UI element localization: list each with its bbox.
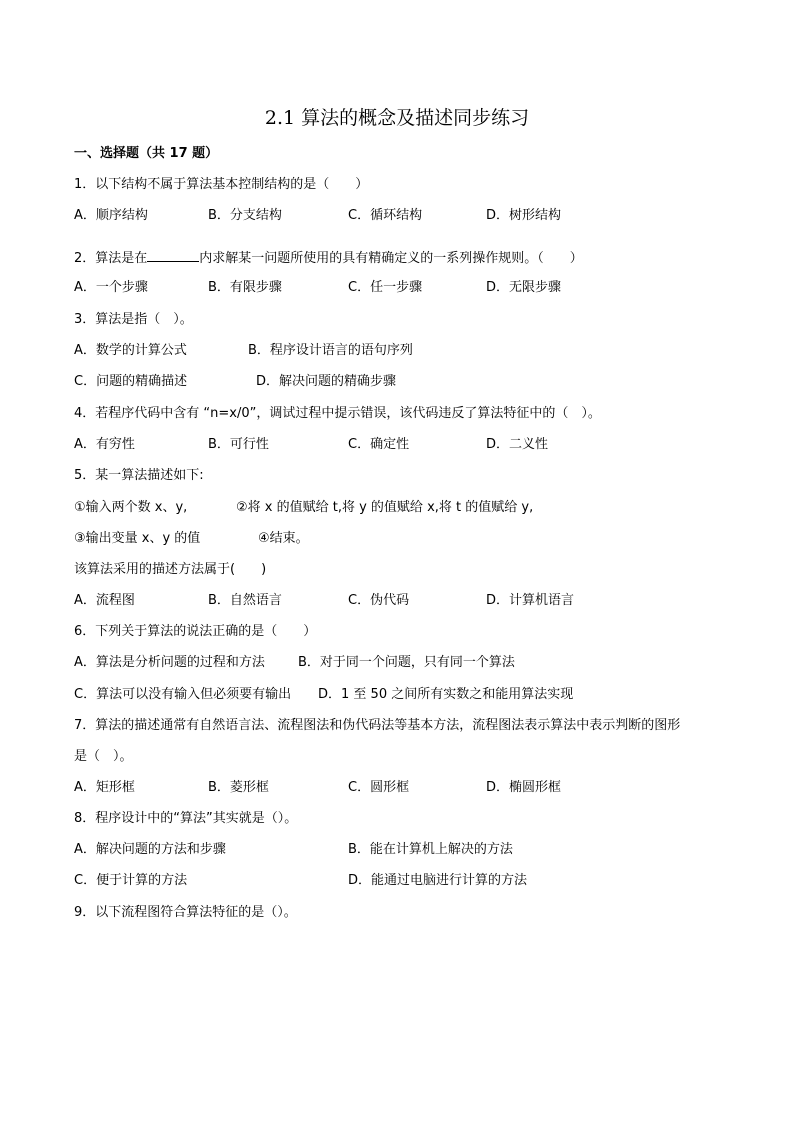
- q4-option-c: C．确定性: [348, 437, 410, 452]
- q8-option-d: D．能通过电脑进行计算的方法: [348, 873, 528, 888]
- q2-option-c: C．任一步骤: [348, 280, 423, 295]
- q4-option-b: B．可行性: [208, 437, 269, 452]
- q6-stem: 6．下列关于算法的说法正确的是（ ）: [74, 624, 317, 639]
- q1-option-c: C．循环结构: [348, 208, 423, 223]
- q2-option-d: D．无限步骤: [486, 280, 562, 295]
- q5-question: 该算法采用的描述方法属于( ): [74, 562, 267, 577]
- page-title: 2.1 算法的概念及描述同步练习: [264, 107, 530, 129]
- q1-option-a: A．顺序结构: [74, 208, 148, 223]
- q2-option-b: B．有限步骤: [208, 280, 282, 295]
- q9-stem: 9．以下流程图符合算法特征的是（）。: [74, 905, 297, 920]
- q8-option-a: A．解决问题的方法和步骤: [74, 842, 226, 857]
- q2-stem-end: 内求解某一问题所使用的具有精确定义的一系列操作规则。（ ）: [199, 251, 583, 266]
- q6-option-d: D．1 至 50 之间所有实数之和能用算法实现: [318, 687, 574, 702]
- q2-option-a: A．一个步骤: [74, 280, 148, 295]
- q7-stem-line-1: 7．算法的描述通常有自然语言法、流程图法和伪代码法等基本方法，流程图法表示算法中表示判断的图形: [74, 718, 681, 733]
- q5-option-a: A．流程图: [74, 593, 135, 608]
- q1-option-d: D．树形结构: [486, 208, 562, 223]
- q7-option-a: A．矩形框: [74, 780, 135, 795]
- q5-step-4: ④结束。: [258, 531, 309, 546]
- q4-option-d: D．二义性: [486, 437, 549, 452]
- q5-option-b: B．自然语言: [208, 593, 282, 608]
- q6-option-b: B．对于同一个问题，只有同一个算法: [298, 655, 515, 670]
- q4-stem: 4．若程序代码中含有 “n=x/0”，调试过程中提示错误，该代码违反了算法特征中的（ ）。: [74, 406, 601, 421]
- fill-in-blank: [147, 247, 199, 262]
- q3-option-b: B．程序设计语言的语句序列: [248, 343, 413, 358]
- q1-option-b: B．分支结构: [208, 208, 282, 223]
- q7-option-b: B．菱形框: [208, 780, 269, 795]
- q3-stem: 3．算法是指（ ）。: [74, 312, 193, 327]
- q1-stem: 1．以下结构不属于算法基本控制结构的是（ ）: [74, 177, 369, 192]
- q5-step-2: ②将 x 的值赋给 t,将 y 的值赋给 x,将 t 的值赋给 y,: [236, 500, 534, 515]
- q8-option-b: B．能在计算机上解决的方法: [348, 842, 513, 857]
- q7-option-c: C．圆形框: [348, 780, 410, 795]
- q4-option-a: A．有穷性: [74, 437, 135, 452]
- q5-step-1: ①输入两个数 x、y,: [74, 500, 188, 515]
- q7-option-d: D．椭圆形框: [486, 780, 562, 795]
- q2-stem-start: 2．算法是在: [74, 251, 148, 266]
- q3-option-c: C．问题的精确描述: [74, 374, 188, 389]
- section-heading: 一、选择题（共 17 题）: [74, 146, 219, 161]
- q5-option-c: C．伪代码: [348, 593, 410, 608]
- q5-stem: 5．某一算法描述如下:: [74, 468, 204, 483]
- q2-stem: [74, 247, 583, 269]
- q5-option-d: D．计算机语言: [486, 593, 575, 608]
- q6-option-c: C．算法可以没有输入但必须要有输出: [74, 687, 292, 702]
- q3-option-a: A．数学的计算公式: [74, 343, 187, 358]
- q3-option-d: D．解决问题的精确步骤: [256, 374, 397, 389]
- q6-option-a: A．算法是分析问题的过程和方法: [74, 655, 265, 670]
- q5-step-3: ③输出变量 x、y 的值: [74, 531, 201, 546]
- q8-stem: 8．程序设计中的“算法”其实就是（）。: [74, 811, 298, 826]
- q8-option-c: C．便于计算的方法: [74, 873, 188, 888]
- q7-stem-line-2: 是（ ）。: [74, 749, 133, 764]
